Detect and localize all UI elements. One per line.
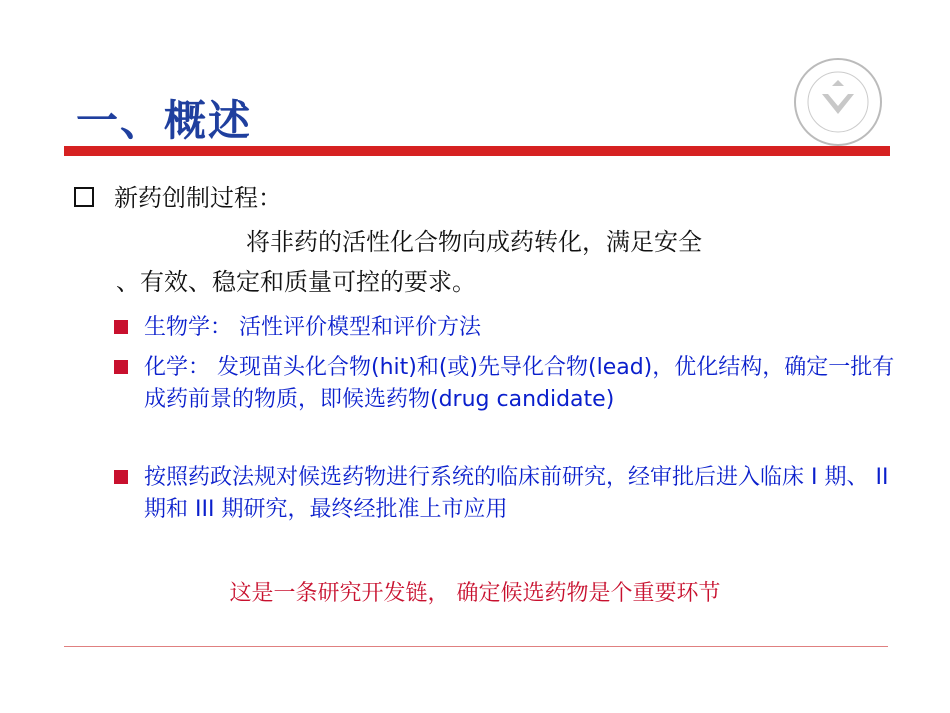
paragraph-line-2: 、有效、稳定和质量可控的要求。 [116, 268, 476, 296]
bullet-text: 生物学： 活性评价模型和评价方法 [144, 315, 481, 340]
bullet-square-icon [114, 470, 128, 484]
bullet-text: 化学： 发现苗头化合物(hit)和(或)先导化合物(lead)，优化结构，确定一批有成药前景的物质，即候选药物(drug candidate) [144, 355, 895, 412]
bottom-divider [64, 646, 888, 647]
title-underline [64, 146, 890, 156]
bullet-square-icon [114, 320, 128, 334]
checkbox-square-icon [74, 187, 94, 207]
section-heading-text: 新药创制过程： [114, 184, 282, 212]
bullet-clinical [114, 462, 904, 526]
bullet-biology [114, 312, 904, 344]
section-heading [74, 178, 282, 213]
bullet-chemistry [114, 352, 904, 416]
slide-title: 一、概述 [76, 96, 253, 145]
intro-paragraph [116, 222, 900, 302]
bullet-square-icon [114, 360, 128, 374]
university-logo [792, 56, 884, 148]
footer-note: 这是一条研究开发链， 确定候选药物是个重要环节 [229, 581, 721, 606]
bullet-text: 按照药政法规对候选药物进行系统的临床前研究，经审批后进入临床 I 期、 II 期和 III 期研究，最终经批准上市应用 [144, 465, 889, 522]
paragraph-line-1: 将非药的活性化合物向成药转化，满足安全 [246, 228, 702, 256]
